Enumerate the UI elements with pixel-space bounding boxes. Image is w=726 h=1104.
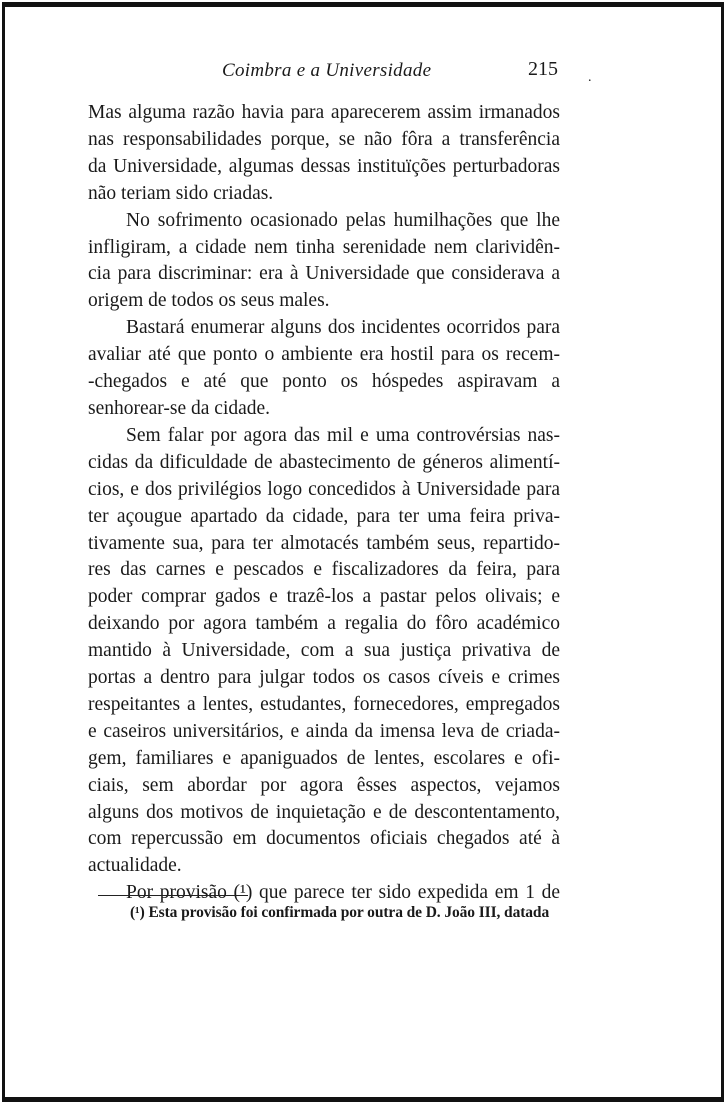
text-line: cia para discriminar: era à Universidade que considerava a	[88, 263, 560, 285]
footnote-rule	[98, 895, 248, 896]
text-line: tivamente sua, para ter almotacés também seus, repartido-	[88, 532, 560, 554]
text-line: senhorear-se da cidade.	[88, 397, 271, 419]
text-line: alguns dos motivos de inquietação e de descontentamento,	[88, 801, 560, 823]
stray-mark: .	[588, 70, 592, 85]
text-line: portas a dentro para julgar todos os casos cíveis e crimes	[88, 667, 560, 689]
text-line: da Universidade, algumas dessas instituïções perturbadoras	[88, 155, 560, 177]
text-line: respeitantes a lentes, estudantes, fornecedores, empregados	[88, 693, 560, 715]
text-line: No sofrimento ocasionado pelas humilhações que lhe	[126, 209, 560, 231]
text-line: gem, familiares e apaniguados de lentes, escolares e ofi-	[88, 747, 560, 769]
text-line: Bastará enumerar alguns dos incidentes ocorridos para	[126, 317, 560, 339]
text-line: poder comprar gados e trazê-los a pastar pelos olivais; e	[88, 586, 560, 608]
text-line: cios, e dos privilégios logo concedidos à Universidade para	[88, 478, 560, 500]
text-line: ciais, sem abordar por agora êsses aspectos, vejamos	[88, 774, 560, 796]
body-text	[88, 100, 560, 907]
text-line: Mas alguma razão havia para aparecerem assim irmanados	[88, 102, 560, 123]
text-line: -chegados e até que ponto os hóspedes aspiravam a	[88, 371, 560, 393]
text-line: mantido à Universidade, com a sua justiça privativa de	[88, 640, 560, 662]
text-line: deixando por agora também a regalia do fôro académico	[88, 613, 560, 635]
running-title: Coimbra e a Universidade	[222, 60, 432, 81]
text-line: com repercussão em documentos oficiais chegados até à	[88, 828, 560, 850]
text-line: e caseiros universitários, e ainda da imensa leva de criada-	[88, 720, 560, 742]
text-line: origem de todos os seus males.	[88, 290, 330, 312]
text-line: infligiram, a cidade nem tinha serenidade nem clarividên-	[88, 236, 560, 258]
footnote: (¹) Esta provisão foi confirmada por outra de D. João III, datada	[130, 904, 550, 921]
text-line: não teriam sido criadas.	[88, 182, 274, 204]
text-line: nas responsabilidades porque, se não fôra a transferência	[88, 128, 560, 150]
text-line: ter açougue apartado da cidade, para ter uma feira priva-	[88, 505, 560, 527]
text-line: Sem falar por agora das mil e uma controvérsias nas-	[126, 424, 560, 446]
text-line: avaliar até que ponto o ambiente era hostil para os recem-	[88, 344, 560, 366]
text-line: Por provisão (¹) que parece ter sido expedida em 1 de	[126, 882, 560, 904]
page-number: 215	[528, 58, 558, 80]
text-line: actualidade.	[88, 855, 182, 877]
text-line: res das carnes e pescados e fiscalizadores da feira, para	[88, 559, 560, 581]
text-line: cidas da dificuldade de abastecimento de géneros alimentí-	[88, 451, 560, 473]
